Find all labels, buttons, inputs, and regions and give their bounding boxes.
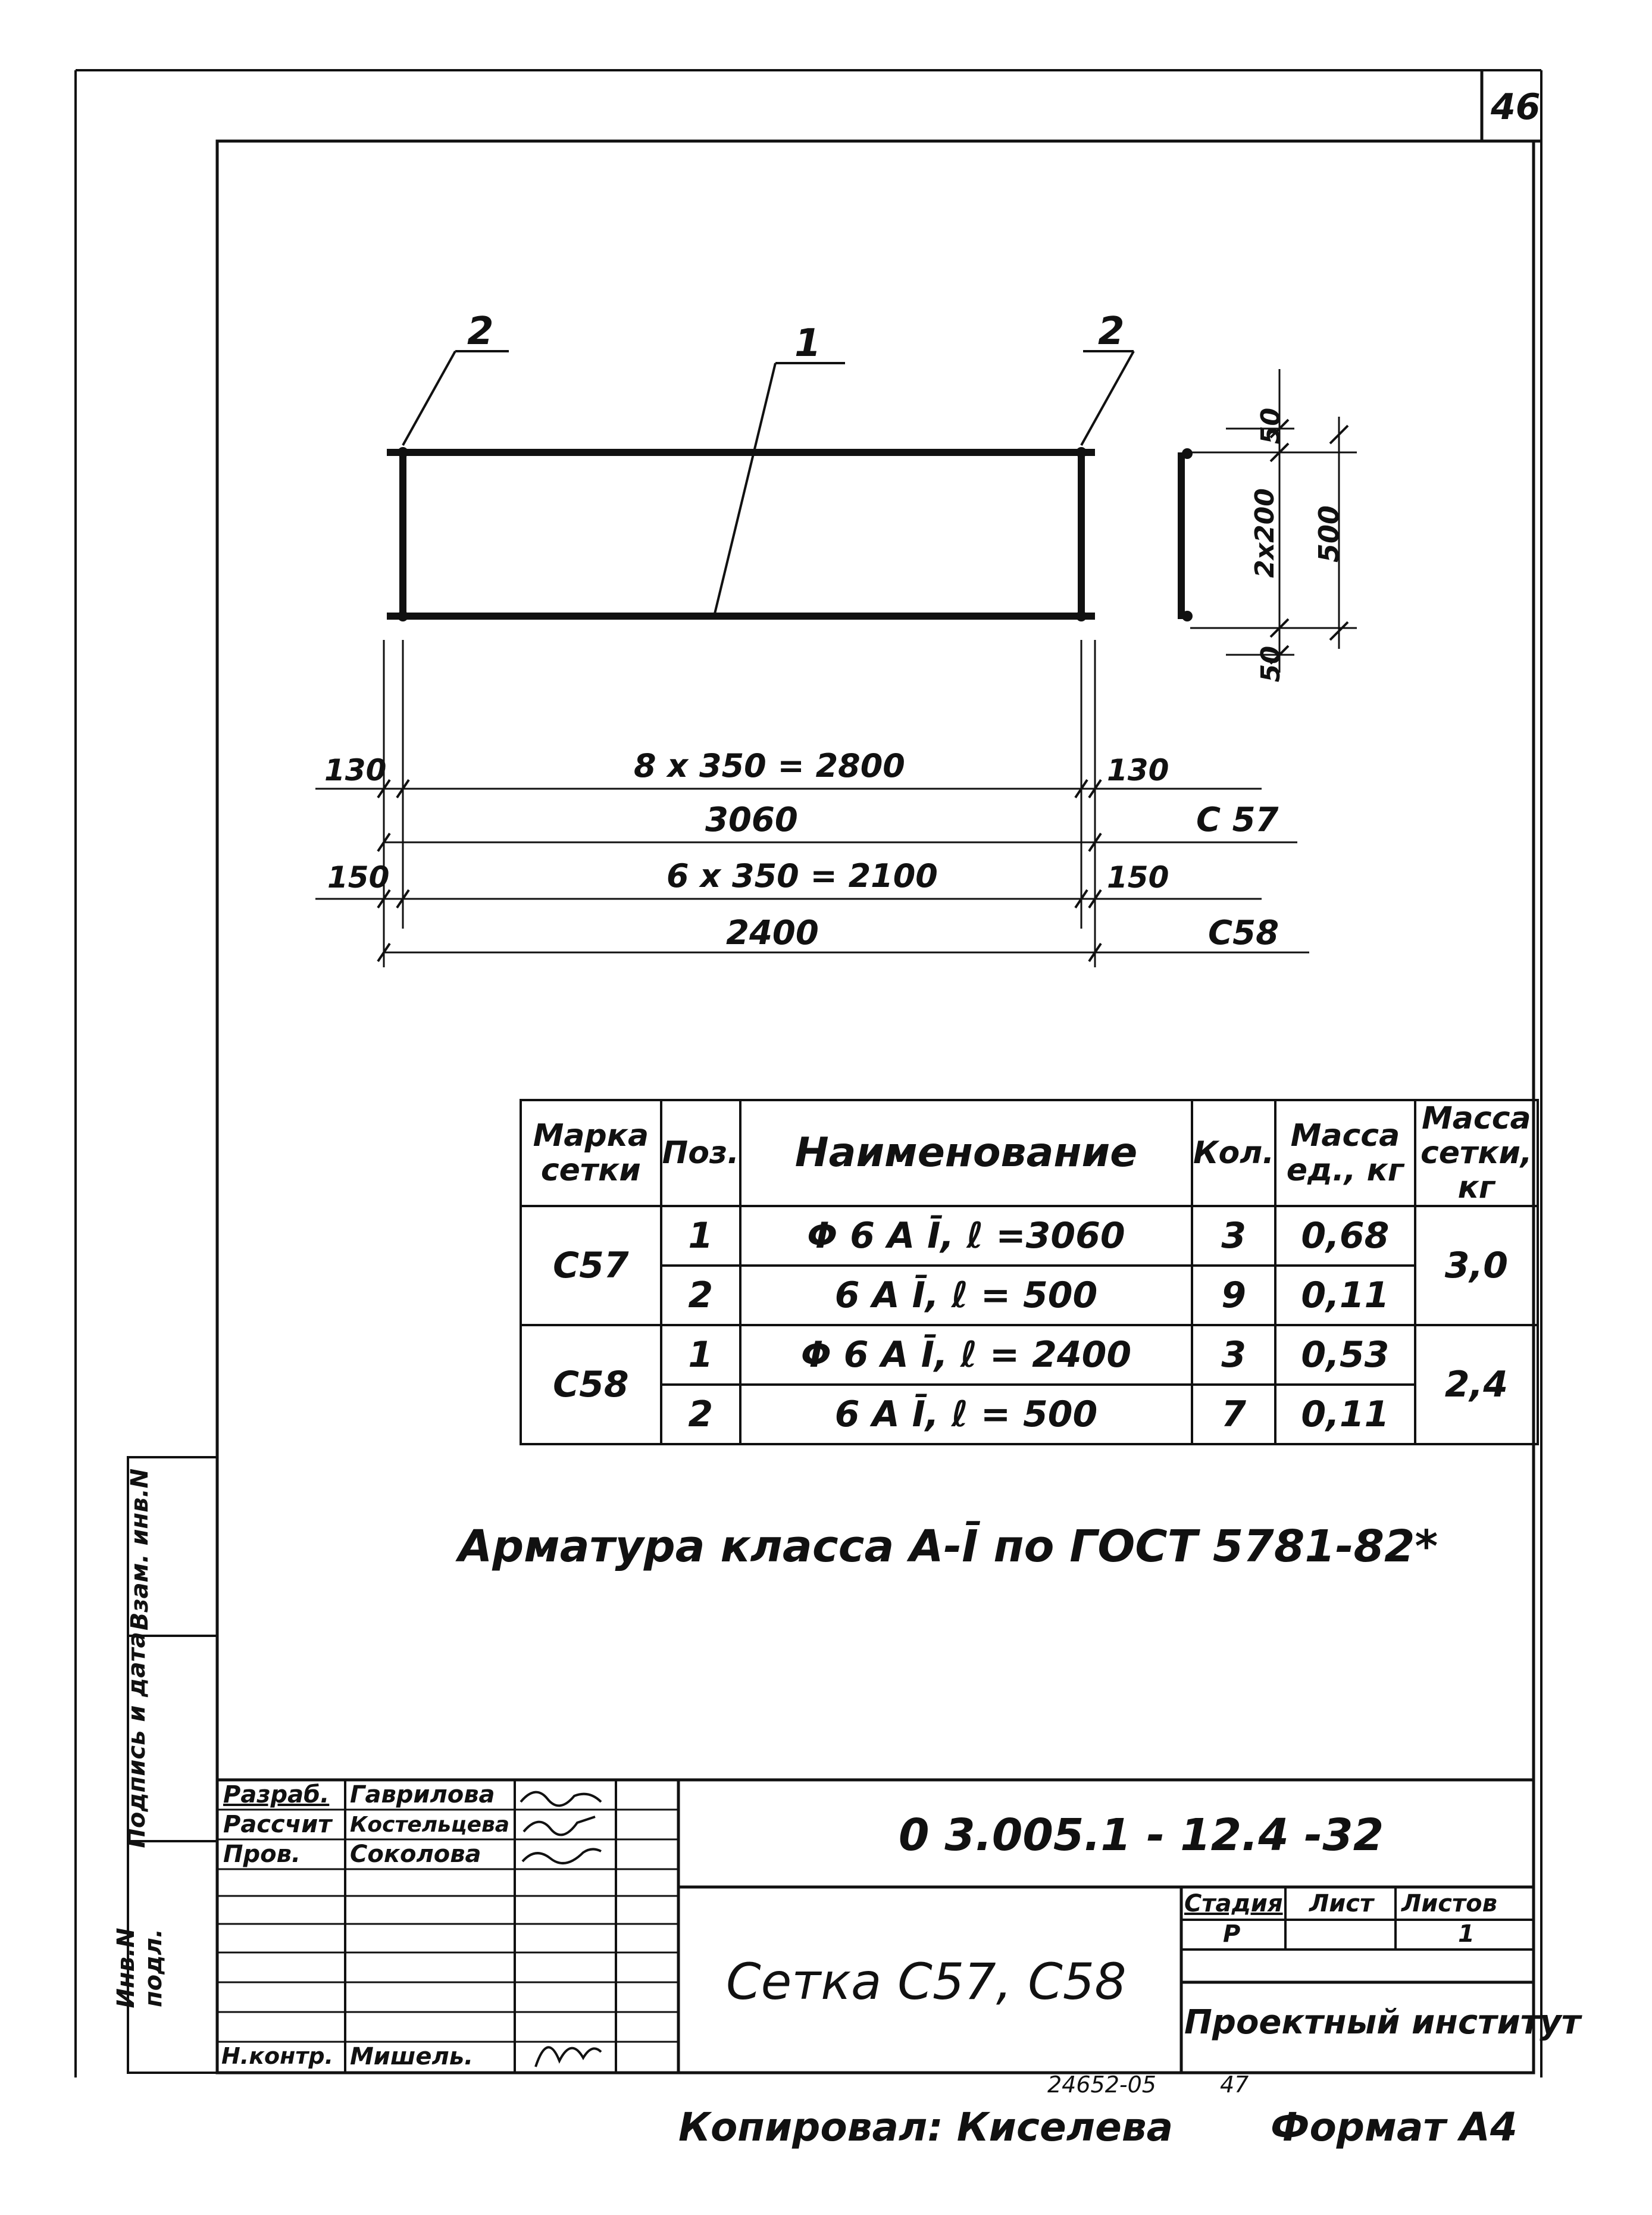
role-developer: Разраб. (223, 1781, 330, 1808)
name-cell: 6 А Ī, ℓ = 500 (740, 1385, 1192, 1444)
mark-cell: С57 (521, 1206, 661, 1325)
table-row (521, 1325, 1538, 1385)
organization: Проектный институт (1184, 2003, 1581, 2042)
name-cell: Φ 6 А Ī, ℓ = 2400 (740, 1325, 1192, 1385)
stage-value: Р (1223, 1920, 1241, 1948)
callout-2-left: 2 (467, 310, 494, 354)
sheets-value: 1 (1458, 1920, 1475, 1948)
spec-table (520, 1099, 1539, 1445)
pos-cell: 2 (661, 1385, 740, 1444)
name-calculated: Костельцева (350, 1813, 510, 1837)
mass-total-cell: 3,0 (1415, 1206, 1538, 1325)
dim-total-c58: 2400 (726, 914, 819, 952)
mass-cell: 0,53 (1275, 1325, 1415, 1385)
table-row (521, 1206, 1538, 1266)
dim-130-left: 130 (324, 753, 387, 788)
header-mass-mesh: Масса сетки, кг (1415, 1100, 1538, 1206)
sheet-header: Лист (1309, 1890, 1374, 1917)
dim-span-c58: 6 x 350 = 2100 (667, 857, 938, 895)
reinforcement-note: Арматура класса А-Ī по ГОСТ 5781-82* (458, 1521, 1438, 1572)
doc-code: 0 3.005.1 - 12.4 -32 (899, 1810, 1384, 1861)
role-checked: Пров. (223, 1841, 301, 1868)
side-dim-2x200: 2x200 (1249, 488, 1280, 578)
footer-copied: Копировал: Киселева (678, 2104, 1174, 2150)
pos-cell: 1 (661, 1206, 740, 1266)
signatures (518, 1781, 613, 2073)
sheets-header: Листов (1401, 1890, 1497, 1917)
mass-cell: 0,11 (1275, 1385, 1415, 1444)
header-mass-unit: Масса ед., кг (1275, 1100, 1415, 1206)
stage-header: Стадия (1184, 1890, 1283, 1917)
header-mark: Марка сетки (521, 1100, 661, 1206)
role-calculated: Рассчит (223, 1811, 332, 1838)
footer-page: 47 (1220, 2072, 1249, 2098)
name-checked: Соколова (350, 1841, 481, 1868)
mass-total-cell: 2,4 (1415, 1325, 1538, 1444)
header-pos: Поз. (661, 1100, 740, 1206)
side-dim-50-bottom: 50 (1256, 645, 1287, 683)
side-label-replace: Взам. инв.N (126, 1468, 154, 1631)
callout-2-right: 2 (1098, 310, 1125, 354)
qty-cell: 3 (1192, 1206, 1275, 1266)
qty-cell: 3 (1192, 1325, 1275, 1385)
mass-cell: 0,11 (1275, 1266, 1415, 1325)
sheet-number: 46 (1491, 86, 1541, 128)
pos-cell: 1 (661, 1325, 740, 1385)
pos-cell: 2 (661, 1266, 740, 1325)
name-cell: Φ 6 А Ī, ℓ =3060 (740, 1206, 1192, 1266)
side-dim-50-top: 50 (1256, 407, 1287, 445)
role-norm-control: Н.контр. (221, 2043, 334, 2069)
dim-130-right: 130 (1107, 753, 1169, 788)
mass-cell: 0,68 (1275, 1206, 1415, 1266)
mark-c58: С58 (1208, 914, 1279, 952)
footer-format: Формат А4 (1271, 2104, 1518, 2150)
dim-span-c57: 8 x 350 = 2800 (634, 747, 905, 785)
spec-header-row (521, 1100, 1538, 1206)
dim-total-c57: 3060 (705, 801, 798, 839)
dim-150-right: 150 (1107, 860, 1169, 895)
name-cell: 6 А Ī, ℓ = 500 (740, 1266, 1192, 1325)
callout-1: 1 (794, 321, 821, 365)
table-row (521, 1266, 1538, 1325)
drawing-title: Сетка С57, С58 (726, 1952, 1127, 2011)
side-label-inv: Инв.N подл. (112, 1927, 167, 2008)
mark-c57: С 57 (1196, 801, 1279, 839)
qty-cell: 9 (1192, 1266, 1275, 1325)
table-row (521, 1385, 1538, 1444)
header-name: Наименование (740, 1100, 1192, 1206)
mark-cell: С58 (521, 1325, 661, 1444)
footer-code: 24652-05 (1047, 2072, 1156, 2098)
side-label-sign: Подпись и дата (123, 1632, 151, 1848)
name-developer: Гаврилова (350, 1781, 495, 1808)
qty-cell: 7 (1192, 1385, 1275, 1444)
side-dim-500: 500 (1313, 505, 1346, 563)
name-norm-control: Мишель. (350, 2043, 474, 2070)
header-qty: Кол. (1192, 1100, 1275, 1206)
dim-150-left: 150 (327, 860, 390, 895)
